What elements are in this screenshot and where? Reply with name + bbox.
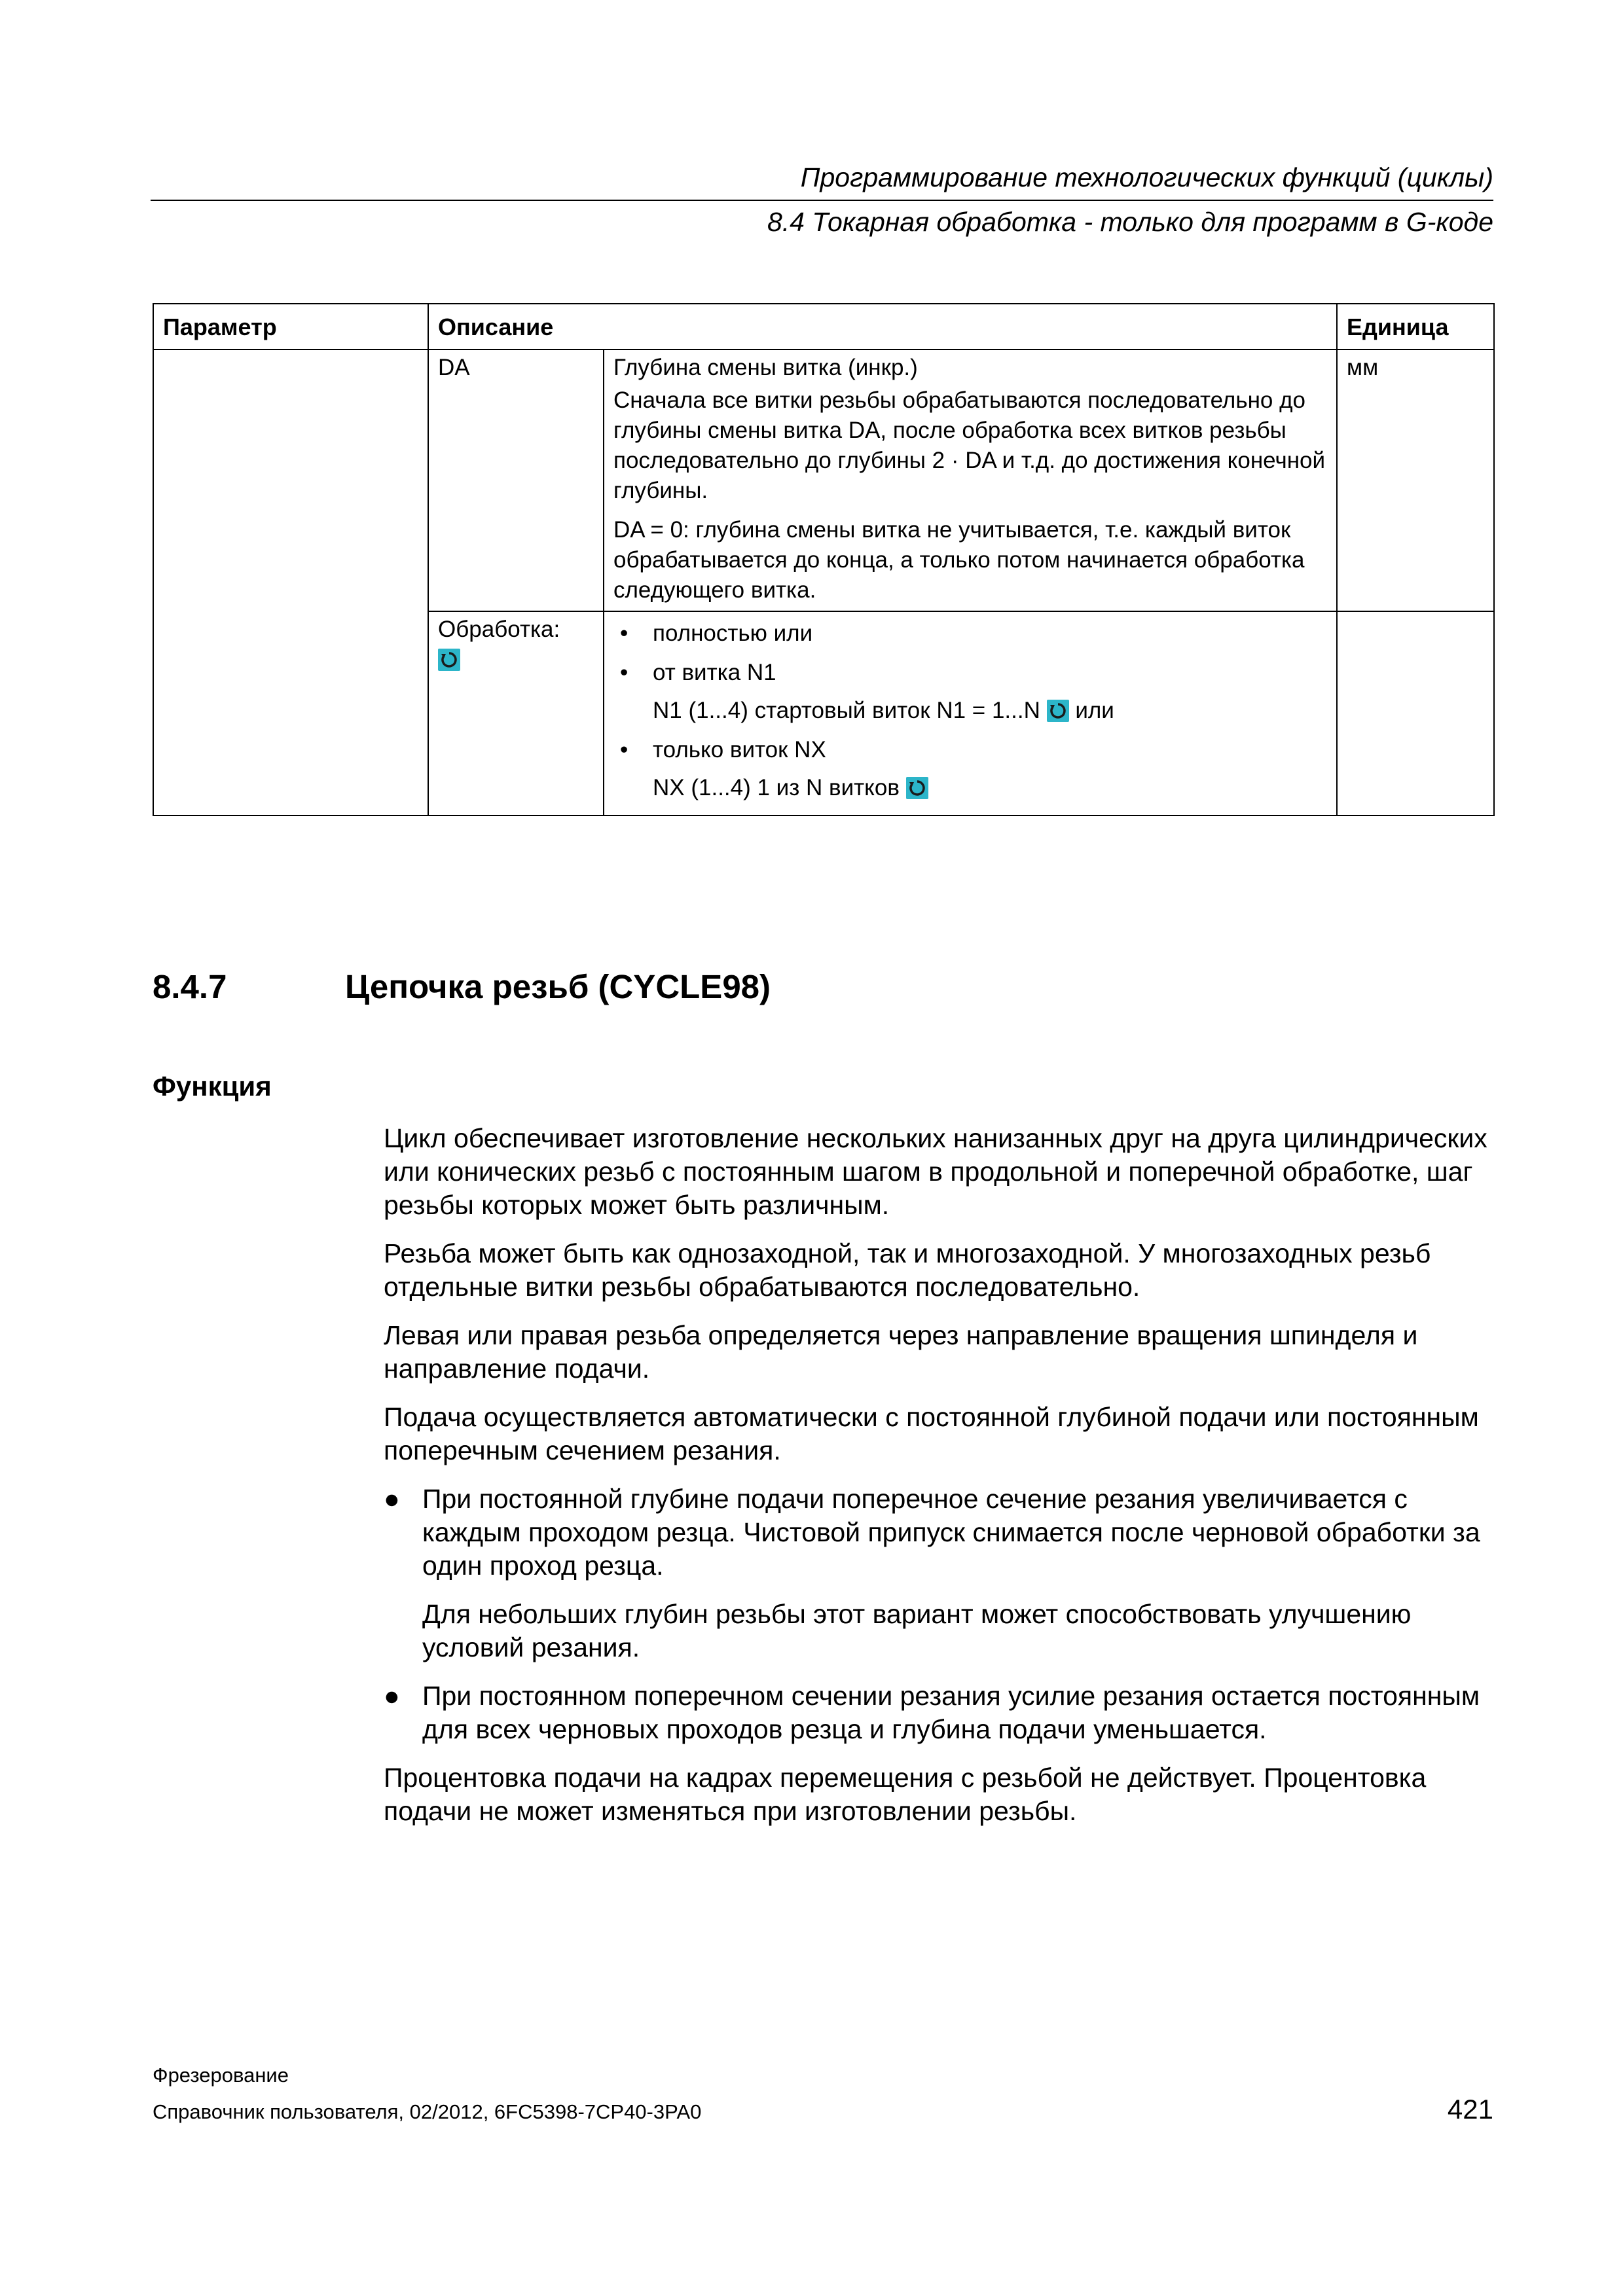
nx-range-text: NX (1...4) 1 из N витков	[653, 775, 900, 800]
table-row	[153, 350, 1494, 611]
parameter-table	[153, 303, 1495, 816]
bullet-item: ● При постоянном поперечном сечении резания усилие резания остается постоянным для всех черновых проходов резца и глубина подачи уменьшается.	[384, 1681, 1480, 1744]
header-rule	[151, 200, 1493, 201]
cycle-toggle-icon	[906, 777, 928, 799]
running-header-section: 8.4 Токарная обработка - только для программ в G-коде	[767, 207, 1493, 237]
header-desc: Описание	[428, 304, 1337, 350]
list-item: • полностью или	[620, 620, 813, 646]
param-unit-da: мм	[1337, 350, 1494, 611]
cycle-toggle-icon	[438, 649, 460, 671]
subheading-function: Функция	[153, 1071, 272, 1102]
cycle-toggle-icon	[1047, 700, 1069, 722]
param-desc-da	[604, 350, 1337, 611]
paragraph: Резьба может быть как однозаходной, так и многозаходной. У многозаходных резьб отдельные витки резьбы обрабатываются последовательно.	[384, 1238, 1431, 1302]
bullet-continuation: Для небольших глубин резьбы этот вариант может способствовать улучшению условий резания.	[422, 1599, 1412, 1662]
header-unit: Единица	[1337, 304, 1494, 350]
footer-doc-info: Справочник пользователя, 02/2012, 6FC5398-7CP40-3PA0	[153, 2100, 702, 2123]
list-item: • от витка N1 N1 (1...4) стартовый виток N1 = 1...N или	[620, 660, 1114, 723]
list-item: • только виток NX NX (1...4) 1 из N витков	[613, 735, 1327, 803]
paragraph: Цикл обеспечивает изготовление нескольких нанизанных друг на друга цилиндрических или конических резьб с постоянным шагом в продольной и поперечной обработке, шаг резьбы которых может быть различным.	[384, 1123, 1487, 1220]
bullet-item: ● При постоянной глубине подачи поперечное сечение резания увеличивается с каждым проходом резца. Чистовой припуск снимается после черновой обработки за один проход резца.	[384, 1484, 1480, 1581]
param-cell-empty	[153, 611, 428, 816]
desc-da-p1: Глубина смены витка (инкр.)	[613, 355, 918, 380]
section-title: Цепочка резьб (CYCLE98)	[345, 968, 771, 1005]
processing-options	[613, 619, 1327, 803]
param-name-da: DA	[428, 350, 604, 611]
page-number: 421	[1447, 2094, 1493, 2125]
header-param: Параметр	[153, 304, 428, 350]
section-number: 8.4.7	[153, 968, 227, 1005]
table-row	[153, 611, 1494, 816]
or-text: или	[1075, 698, 1114, 723]
paragraph: Левая или правая резьба определяется через направление вращения шпинделя и направление подачи.	[384, 1320, 1418, 1384]
table-header-row	[153, 304, 1494, 350]
desc-da-p2: Сначала все витки резьбы обрабатываются последовательно до глубины смены витка DA, после обработка всех витков резьбы последовательно до глубины 2 · DA и т.д. до достижения конечной глубины.	[613, 387, 1326, 503]
param-desc-processing	[604, 611, 1337, 816]
footer-doc-title: Фрезерование	[153, 2064, 289, 2087]
bullet-dot: ●	[384, 1484, 400, 1514]
paragraph: Подача осуществляется автоматически с постоянной глубиной подачи или постоянным поперечным сечением резания.	[384, 1402, 1479, 1465]
bullet-dot: ●	[384, 1681, 400, 1711]
paragraph: Процентовка подачи на кадрах перемещения с резьбой не действует. Процентовка подачи не может изменяться при изготовлении резьбы.	[384, 1763, 1427, 1826]
desc-da-p3: DA = 0: глубина смены витка не учитывается, т.е. каждый виток обрабатывается до конца, а только потом начинается обработка следующего витка.	[613, 517, 1305, 603]
n1-range-text: N1 (1...4) стартовый виток N1 = 1...N	[653, 698, 1040, 723]
running-header-chapter: Программирование технологических функций (циклы)	[800, 162, 1493, 192]
param-unit-processing	[1337, 611, 1494, 816]
param-name-processing	[428, 611, 604, 816]
processing-label: Обработка:	[438, 617, 560, 642]
section-body	[384, 1122, 1497, 1843]
param-cell-empty	[153, 350, 428, 611]
